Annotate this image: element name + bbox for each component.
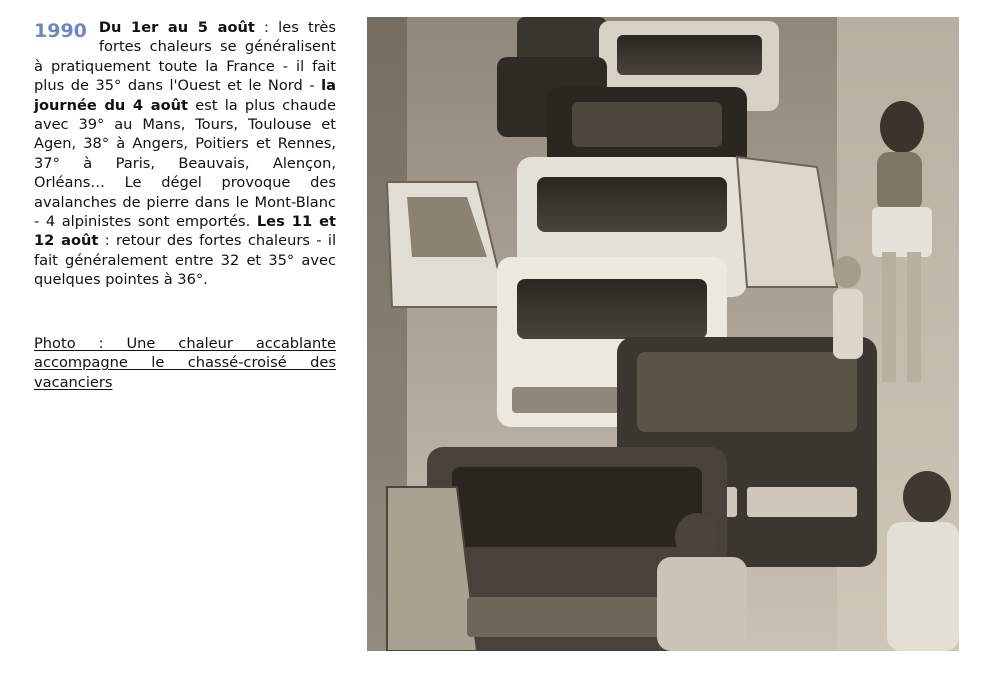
year-heading: 1990 bbox=[34, 20, 87, 42]
date-range-1: Du 1er au 5 août bbox=[98, 19, 255, 36]
body-segment-1: : les très fortes chaleurs se généralisent à pratiquement toute la France - il fait plus de 35° dans l'Ouest et le Nord - bbox=[34, 19, 336, 95]
article-text-column bbox=[34, 18, 336, 407]
article-body bbox=[34, 18, 336, 290]
traffic-jam-photo bbox=[367, 17, 959, 651]
date-range-2: Les 11 et 12 août bbox=[34, 213, 337, 250]
body-segment-3: : retour des fortes chaleurs - il fait généralement entre 32 et 35° avec quelques pointes à 36°. bbox=[34, 232, 337, 289]
date-highlight-4-august: la journée du 4 août bbox=[34, 77, 336, 114]
photo-caption-link[interactable]: Photo : Une chaleur accablante accompagne le chassé-croisé des vacanciers bbox=[34, 334, 336, 391]
body-segment-2: est la plus chaude avec 39° au Mans, Tours, Toulouse et Agen, 38° à Angers, Poitiers et Rennes, 37° à Paris, Beauvais, Alençon, Orléans… Le dégel provoque des avalanches de pierre dans le Mont-Blanc - 4 alpinistes sont emportés. bbox=[34, 96, 336, 231]
